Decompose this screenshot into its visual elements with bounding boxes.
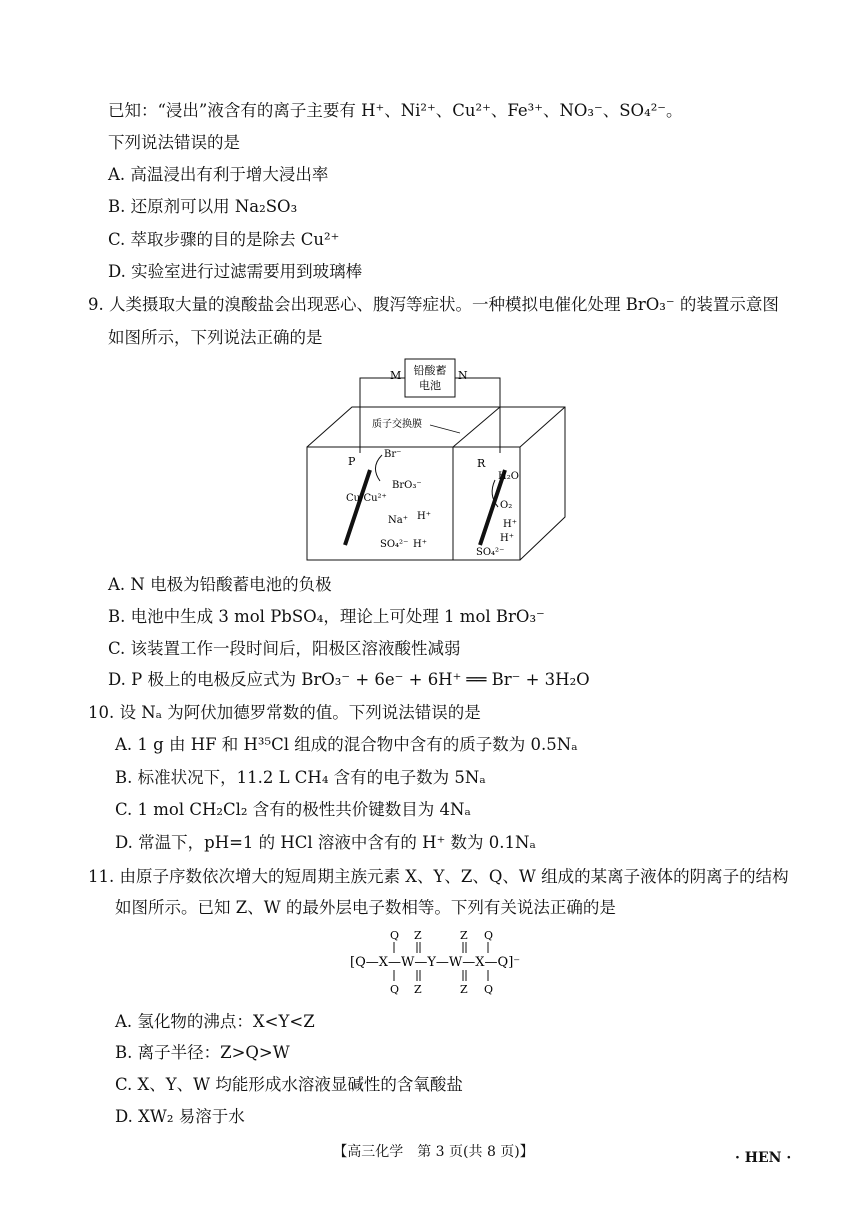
exam-code: · HEN ·: [735, 1150, 792, 1166]
label-R: R: [477, 457, 486, 470]
sub-q-bottom-1: Q: [390, 983, 400, 996]
sulfate-left: SO₄²⁻: [380, 539, 409, 550]
h-left-2: H⁺: [413, 539, 427, 550]
sub-z-bottom-1: Z: [414, 983, 422, 996]
page-footer: 【高三化学 第 3 页(共 8 页)】: [333, 1144, 534, 1160]
anion-structure: [350, 926, 540, 998]
bromide-label: Br⁻: [384, 449, 402, 460]
sub-q-top-2: Q: [484, 929, 494, 942]
q11-stem-line2: 如图所示。已知 Z、W 的最外层电子数相等。下列有关说法正确的是: [115, 898, 616, 917]
h-left-1: H⁺: [417, 511, 431, 522]
q8-option-a: A. 高温浸出有利于增大浸出率: [108, 165, 329, 184]
h-right-1: H⁺: [503, 519, 517, 530]
sulfate-right: SO₄²⁻: [476, 547, 505, 558]
q9-option-a: A. N 电极为铅酸蓄电池的负极: [108, 575, 332, 594]
h-right-2: H⁺: [500, 533, 514, 544]
q9-option-d: D. P 极上的电极反应式为 BrO₃⁻ + 6e⁻ + 6H⁺ ══ Br⁻ + 3H₂O: [108, 670, 590, 689]
sub-q-bottom-2: Q: [484, 983, 494, 996]
q10-option-b: B. 标准状况下，11.2 L CH₄ 含有的电子数为 5Nₐ: [115, 768, 486, 787]
q9-stem-line1: 9. 人类摄取大量的溴酸盐会出现恶心、腹泻等症状。一种模拟电催化处理 BrO₃⁻ 的装置示意图: [88, 295, 779, 314]
sub-q-top-1: Q: [390, 929, 400, 942]
q11-stem-line1: 11. 由原子序数依次增大的短周期主族元素 X、Y、Z、Q、W 组成的某离子液体的阴离子的结构: [88, 867, 789, 886]
q10-stem: 10. 设 Nₐ 为阿伏加德罗常数的值。下列说法错误的是: [88, 703, 481, 722]
sodium-label: Na⁺: [388, 515, 408, 526]
sub-z-top-2: Z: [460, 929, 468, 942]
q9-option-b: B. 电池中生成 3 mol PbSO₄，理论上可处理 1 mol BrO₃⁻: [108, 607, 545, 626]
label-P: P: [348, 455, 356, 468]
q8-option-d: D. 实验室进行过滤需要用到玻璃棒: [108, 262, 363, 281]
q11-option-c: C. X、Y、W 均能形成水溶液显碱性的含氧酸盐: [115, 1075, 463, 1094]
sub-z-bottom-2: Z: [460, 983, 468, 996]
q10-option-c: C. 1 mol CH₂Cl₂ 含有的极性共价键数目为 4Nₐ: [115, 800, 471, 819]
q11-option-a: A. 氢化物的沸点：X<Y<Z: [115, 1012, 315, 1031]
electrolysis-diagram: [300, 355, 570, 570]
cu-label: Cu/Cu²⁺: [346, 493, 387, 504]
battery-label-2: 电池: [419, 379, 441, 392]
battery-label-1: 铅酸蓄: [413, 364, 447, 377]
q8-known: 已知：“浸出”液含有的离子主要有 H⁺、Ni²⁺、Cu²⁺、Fe³⁺、NO₃⁻、SO₄²⁻。: [108, 101, 683, 120]
q10-option-d: D. 常温下，pH=1 的 HCl 溶液中含有的 H⁺ 数为 0.1Nₐ: [115, 833, 536, 852]
sub-z-top-1: Z: [414, 929, 422, 942]
q10-option-a: A. 1 g 由 HF 和 H³⁵Cl 组成的混合物中含有的质子数为 0.5Nₐ: [115, 735, 578, 754]
structure-chain: [Q—X—W—Y—W—X—Q]⁻: [350, 955, 521, 970]
label-M: M: [390, 369, 402, 382]
q8-option-c: C. 萃取步骤的目的是除去 Cu²⁺: [108, 230, 340, 249]
q8-stem: 下列说法错误的是: [108, 133, 240, 152]
q9-option-c: C. 该装置工作一段时间后，阳极区溶液酸性减弱: [108, 639, 461, 658]
bromate-label: BrO₃⁻: [392, 480, 422, 491]
q11-option-d: D. XW₂ 易溶于水: [115, 1107, 245, 1126]
water-label: H₂O: [498, 471, 519, 482]
q8-option-b: B. 还原剂可以用 Na₂SO₃: [108, 197, 298, 216]
oxygen-label: O₂: [500, 500, 513, 511]
label-N: N: [458, 369, 468, 382]
membrane-label: 质子交换膜: [372, 419, 422, 430]
q9-stem-line2: 如图所示，下列说法正确的是: [108, 328, 323, 347]
q11-option-b: B. 离子半径：Z>Q>W: [115, 1043, 290, 1062]
